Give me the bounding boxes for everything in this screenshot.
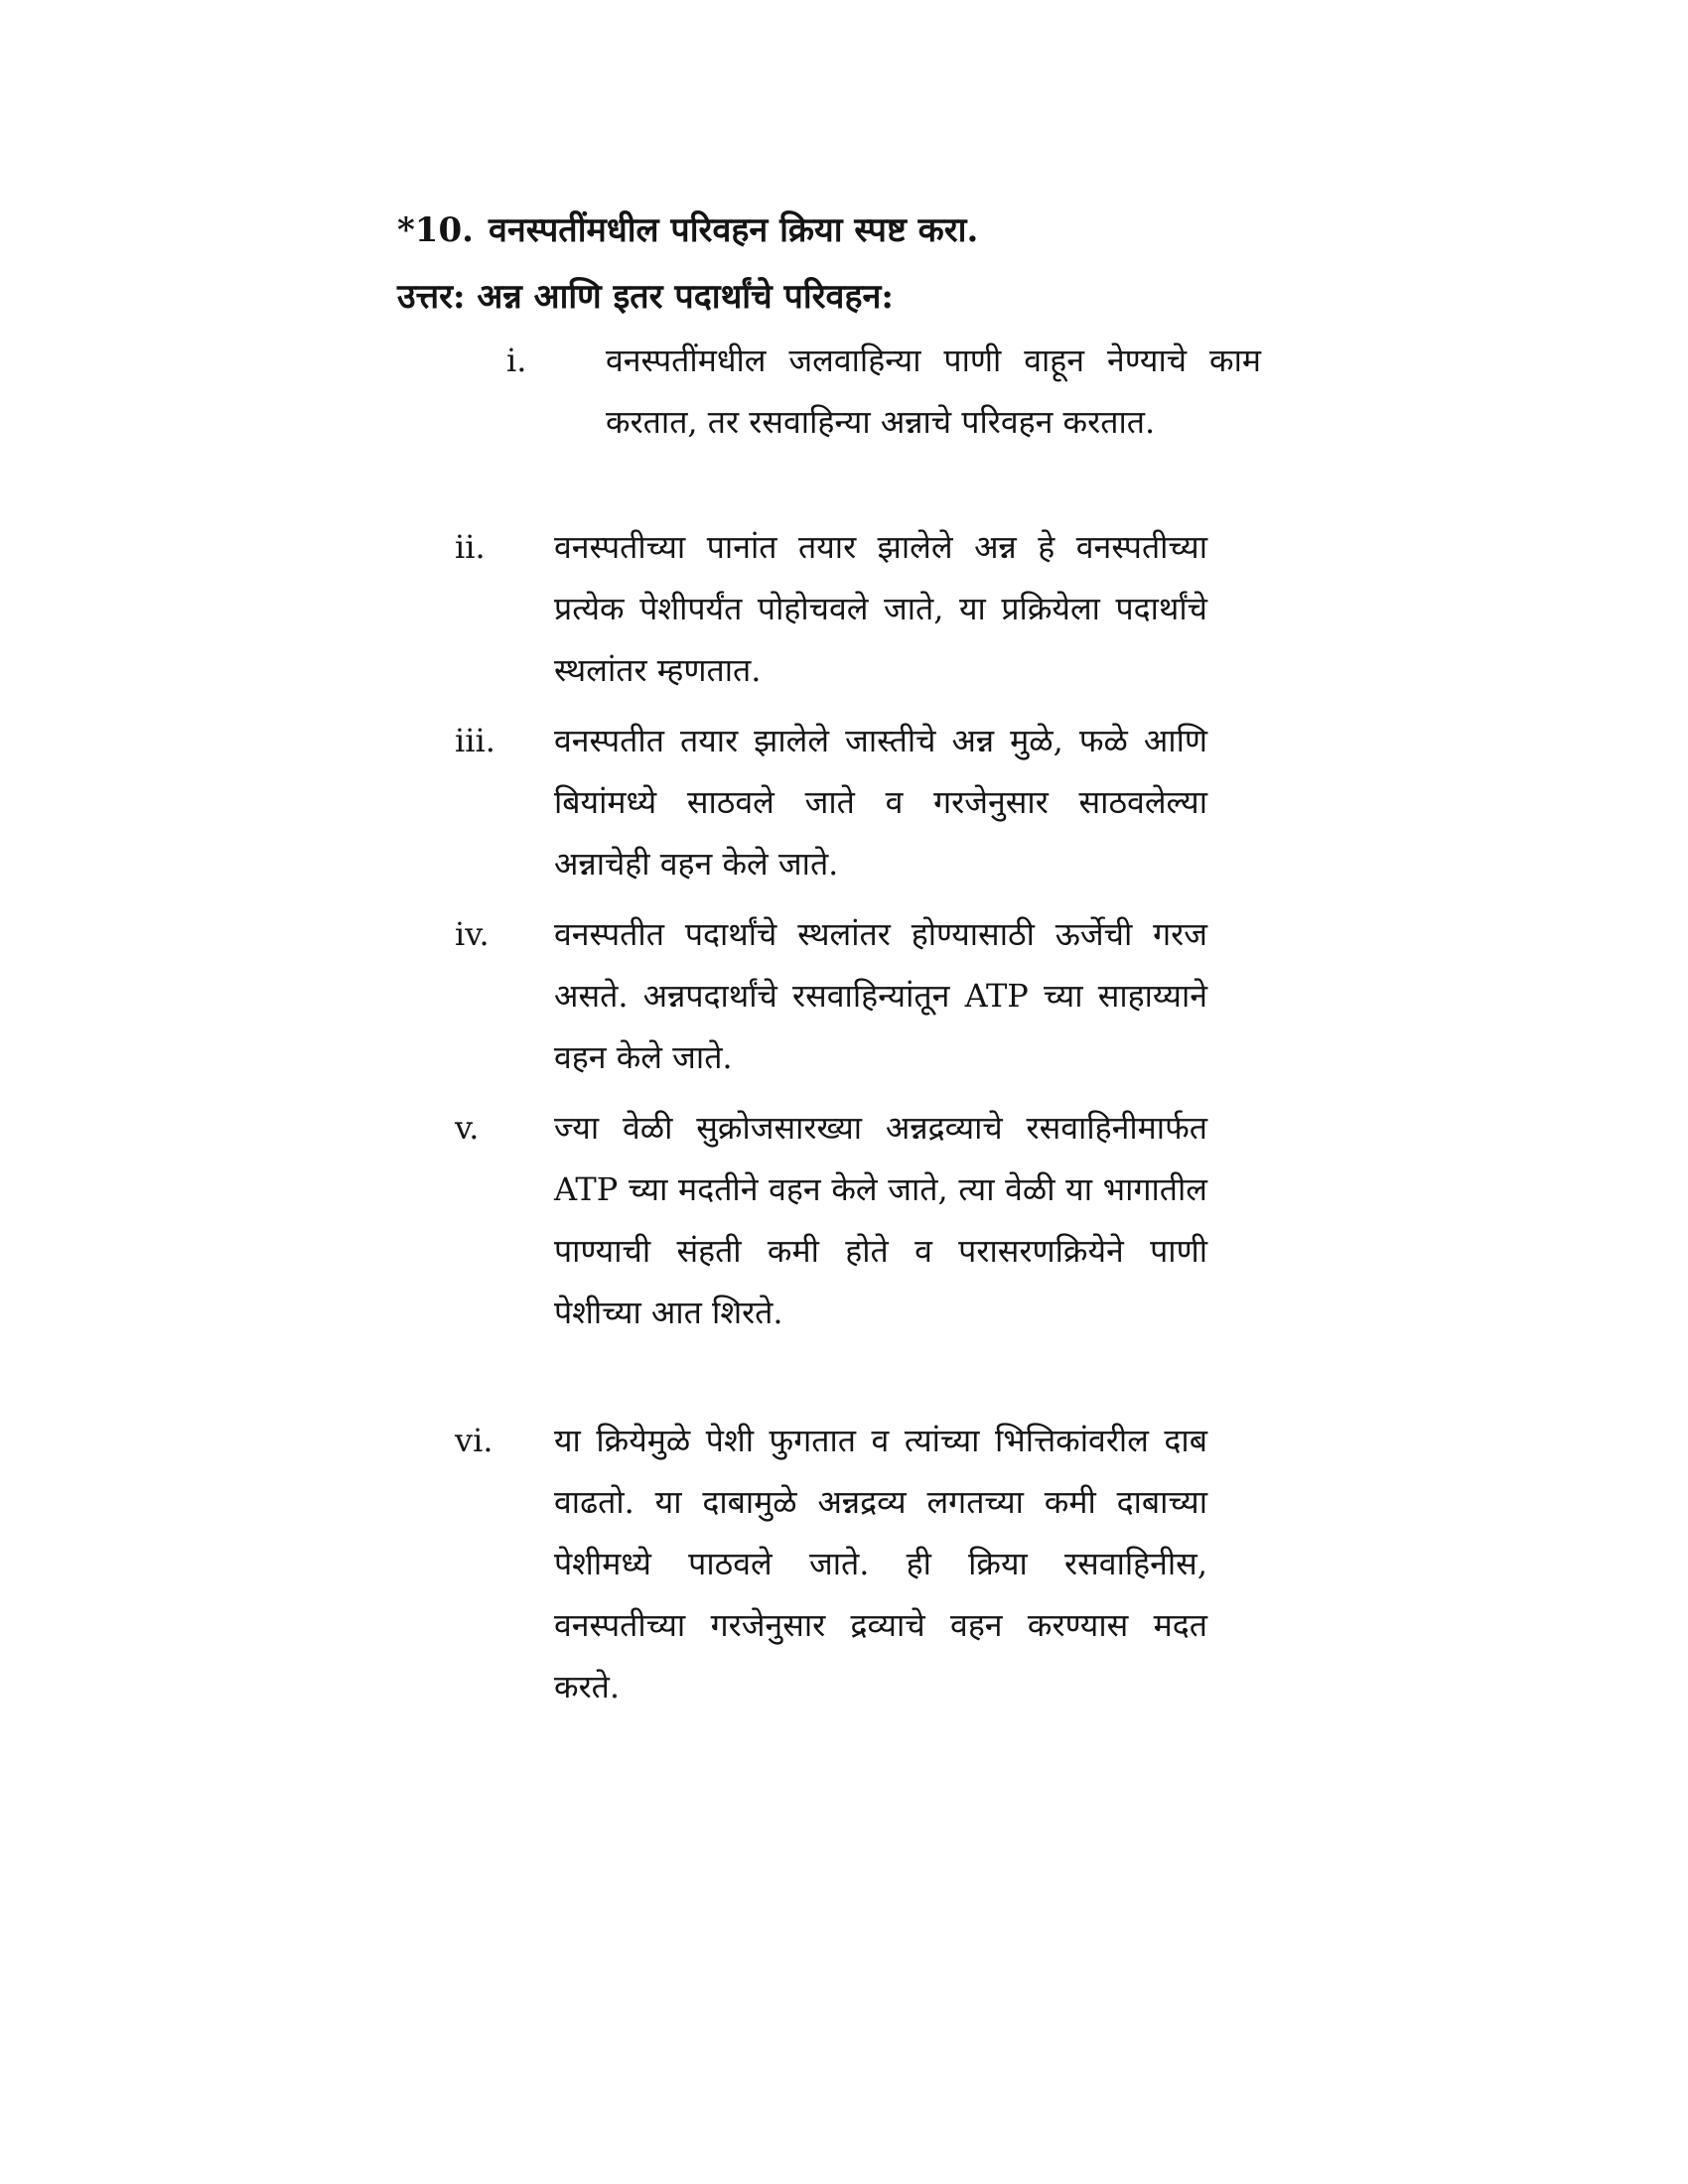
answer-point-5	[455, 1097, 1207, 1343]
question-line	[397, 206, 978, 254]
question-number: *10.	[397, 210, 474, 250]
point-number: v.	[455, 1109, 480, 1147]
point-number: ii.	[455, 528, 486, 566]
point-text: वनस्पतीत पदार्थांचे स्थलांतर होण्यासाठी ऊर्जेची गरज असते. अन्नपदार्थांचे रसवाहिन्यांतून ATP च्या साहाय्याने वहन केले जाते.	[554, 915, 1207, 1076]
point-text: वनस्पतींमधील जलवाहिन्या पाणी वाहून नेण्याचे काम करतात, तर रसवाहिन्या अन्नाचे परिवहन करतात.	[606, 341, 1261, 441]
point-number: vi.	[455, 1422, 493, 1459]
point-number: iii.	[455, 722, 495, 759]
answer-point-2	[455, 516, 1207, 701]
point-text: वनस्पतीत तयार झालेले जास्तीचे अन्न मुळे, फळे आणि बियांमध्ये साठवले जाते व गरजेनुसार साठवलेल्या अन्नाचेही वहन केले जाते.	[554, 722, 1207, 883]
answer-point-6	[455, 1410, 1207, 1717]
answer-point-4	[455, 903, 1207, 1088]
point-text: ज्या वेळी सुक्रोजसारख्या अन्नद्रव्याचे रसवाहिनीमार्फत ATP च्या मदतीने वहन केले जाते, त्या वेळी या भागातील पाण्याची संहती कमी होते व परासरणक्रियेने पाणी पेशीच्या आत शिरते.	[554, 1109, 1207, 1331]
point-number: iv.	[455, 915, 490, 953]
answer-point-3	[455, 710, 1207, 894]
answer-point-1	[506, 330, 1261, 453]
point-number: i.	[506, 341, 527, 379]
question-text: वनस्पतींमधील परिवहन क्रिया स्पष्ट करा.	[489, 210, 979, 250]
point-text: वनस्पतीच्या पानांत तयार झालेले अन्न हे वनस्पतीच्या प्रत्येक पेशीपर्यंत पोहोचवले जाते, या प्रक्रियेला पदार्थांचे स्थलांतर म्हणतात.	[554, 528, 1207, 689]
answer-heading: उत्तर: अन्न आणि इतर पदार्थांचे परिवहन:	[397, 277, 894, 317]
point-text: या क्रियेमुळे पेशी फुगतात व त्यांच्या भित्तिकांवरील दाब वाढतो. या दाबामुळे अन्नद्रव्य लगतच्या कमी दाबाच्या पेशीमध्ये पाठवले जाते. ही क्रिया रसवाहिनीस, वनस्पतीच्या गरजेनुसार द्रव्याचे वहन करण्यास मदत करते.	[554, 1422, 1207, 1706]
